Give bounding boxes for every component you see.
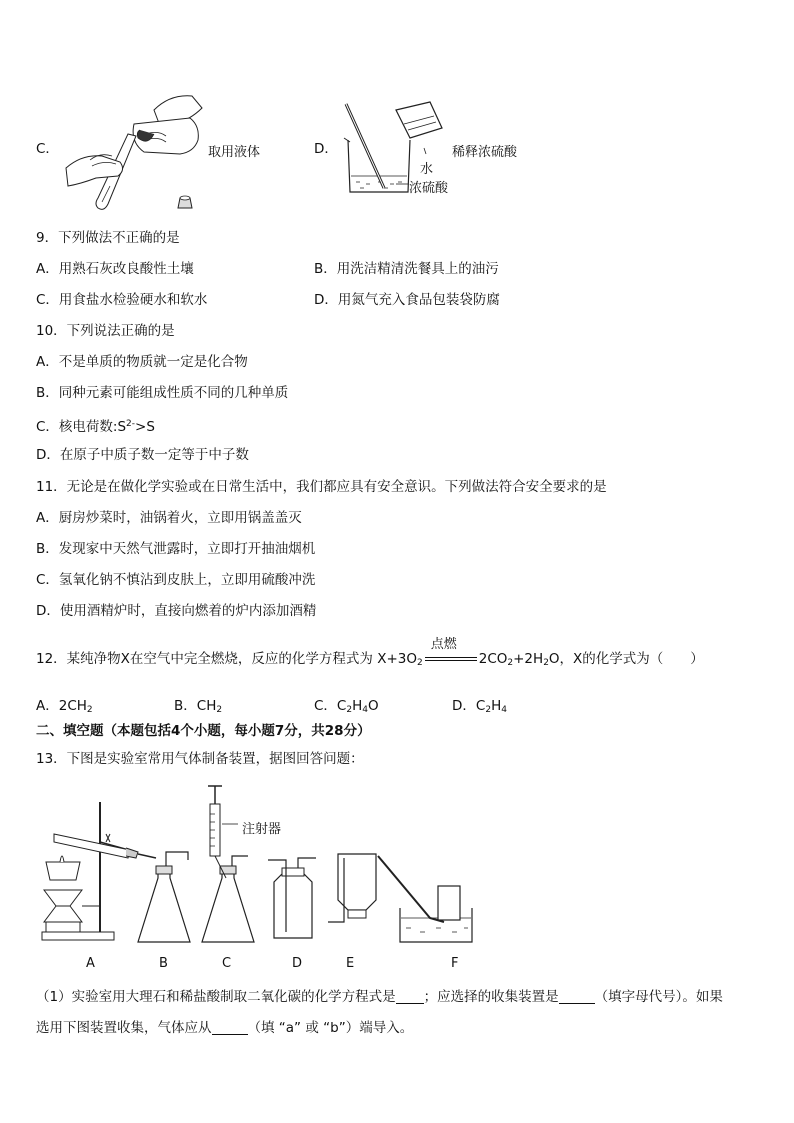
- q11-option-d[interactable]: D．使用酒精炉时，直接向燃着的炉内添加酒精: [36, 603, 317, 619]
- apparatus-label-d: D: [292, 956, 303, 971]
- q10-c-suffix: >S: [135, 419, 155, 435]
- q12-a-pre: A．2CH: [36, 698, 87, 714]
- q12-c-sub1: 2: [346, 705, 353, 715]
- q13-sub1-text-2: ；应选择的收集装置是: [423, 989, 559, 1005]
- q13-sub1-text-5: （填 “a” 或 “b”）端导入。: [247, 1020, 414, 1036]
- q12-a-sub: 2: [86, 705, 93, 715]
- section-2-title: 二、填空题（本题包括4个小题，每小题7分，共28分）: [36, 723, 371, 739]
- q10-option-d[interactable]: D．在原子中质子数一定等于中子数: [36, 447, 249, 463]
- q12-prod-2: +2H: [513, 651, 544, 667]
- q12-prod-3: O，X的化学式为（ ）: [548, 651, 704, 667]
- gas-apparatus-figure: [40, 782, 500, 948]
- q12-stem-pre: 12．某纯净物X在空气中完全燃烧，反应的化学方程式为 X+3O: [36, 651, 417, 667]
- q8-option-d-letter: D．: [314, 141, 338, 157]
- inlet-blank[interactable]: [212, 1020, 248, 1035]
- pouring-liquid-illustration: [62, 90, 212, 216]
- water-label: 水: [420, 162, 434, 177]
- q13-sub1-line2: [36, 1019, 413, 1037]
- q12-option-a[interactable]: [36, 697, 93, 719]
- q9-option-b[interactable]: B．用洗洁精清洗餐具上的油污: [314, 261, 499, 277]
- conc-acid-label: 浓硫酸: [409, 181, 449, 196]
- reaction-arrow: [425, 637, 477, 668]
- q13-stem: 13．下图是实验室常用气体制备装置，据图回答问题：: [36, 751, 364, 767]
- q12-co2-sub: 2: [507, 658, 514, 668]
- q12-c-sub2: 4: [362, 705, 368, 715]
- q12-d-mid: H: [491, 698, 502, 714]
- apparatus-label-f: F: [451, 956, 459, 971]
- q9-option-a[interactable]: A．用熟石灰改良酸性土壤: [36, 261, 194, 277]
- q12-d-pre: D．C: [452, 698, 486, 714]
- apparatus-f: [378, 856, 472, 942]
- q12-c-pre: C．C: [314, 698, 347, 714]
- apparatus-label-a: A: [86, 956, 95, 971]
- apparatus-e: [328, 854, 376, 922]
- q12-b-pre: B．CH: [174, 698, 217, 714]
- q8-option-d-caption: 稀释浓硫酸: [452, 145, 518, 160]
- q12-prod-1: 2CO: [478, 651, 508, 667]
- q11-option-c[interactable]: C．氢氧化钠不慎沾到皮肤上，立即用硫酸冲洗: [36, 572, 316, 588]
- q12-o2-sub: 2: [417, 658, 423, 668]
- q10-option-b[interactable]: B．同种元素可能组成性质不同的几种单质: [36, 385, 289, 401]
- q12-condition: 点燃: [430, 637, 457, 652]
- q9-option-c[interactable]: C．用食盐水检验硬水和软水: [36, 292, 208, 308]
- collector-blank[interactable]: [559, 989, 595, 1004]
- q12-option-d[interactable]: [452, 697, 507, 719]
- apparatus-d: [268, 858, 316, 938]
- equation-blank[interactable]: [396, 989, 424, 1004]
- equals-bar-1: [425, 657, 477, 658]
- q12-b-sub: 2: [216, 705, 223, 715]
- q8-option-c-letter: C．: [36, 141, 59, 157]
- q11-option-a[interactable]: A．厨房炒菜时，油锅着火，立即用锅盖盖灭: [36, 510, 302, 526]
- q10-c-prefix: C．核电荷数:S: [36, 419, 127, 435]
- apparatus-b: [138, 852, 190, 942]
- q10-stem: 10．下列说法正确的是: [36, 323, 175, 339]
- apparatus-a: [42, 802, 156, 940]
- q13-sub1-text-4: 选用下图装置收集，气体应从: [36, 1020, 212, 1036]
- q12-stem: [36, 637, 704, 672]
- q11-option-b[interactable]: B．发现家中天然气泄露时，立即打开抽油烟机: [36, 541, 316, 557]
- q12-option-b[interactable]: [174, 697, 222, 719]
- q10-c-charge: 2-: [126, 419, 136, 429]
- q12-option-c[interactable]: [314, 697, 379, 719]
- q12-c-post: O: [367, 698, 379, 714]
- q12-c-mid: H: [352, 698, 363, 714]
- syringe-label: 注射器: [242, 822, 282, 837]
- q8-option-c-caption: 取用液体: [208, 145, 261, 160]
- q13-sub1-text-1: （1）实验室用大理石和稀盐酸制取二氧化碳的化学方程式是: [36, 989, 396, 1005]
- equals-bar-2: [425, 660, 477, 661]
- q12-d-sub2: 4: [501, 705, 507, 715]
- q11-stem: 11．无论是在做化学实验或在日常生活中，我们都应具有安全意识。下列做法符合安全要求的是: [36, 479, 607, 495]
- apparatus-label-c: C: [222, 956, 232, 971]
- apparatus-c: [202, 786, 254, 942]
- q10-option-a[interactable]: A．不是单质的物质就一定是化合物: [36, 354, 248, 370]
- q12-h2o-sub: 2: [543, 658, 549, 668]
- q10-option-c[interactable]: [36, 415, 155, 436]
- q12-d-sub1: 2: [485, 705, 492, 715]
- q9-option-d[interactable]: D．用氮气充入食品包装袋防腐: [314, 292, 500, 308]
- q13-sub1-line1: [36, 988, 723, 1006]
- q13-sub1-text-3: （填字母代号）。如果: [594, 989, 723, 1005]
- apparatus-label-e: E: [346, 956, 355, 971]
- apparatus-label-b: B: [159, 956, 168, 971]
- q9-stem: 9．下列做法不正确的是: [36, 230, 180, 246]
